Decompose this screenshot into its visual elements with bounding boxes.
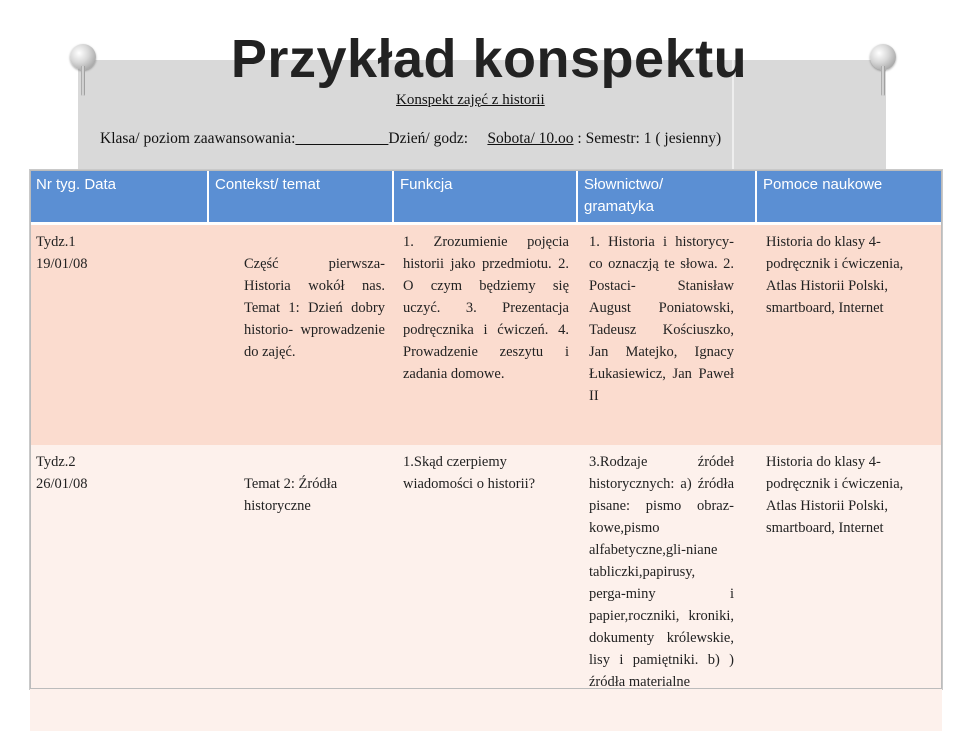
vocab-cell: 1. Historia i historycy- co oznaczją te słowa. 2. Postaci- Stanisław August Poniatowski, Tadeusz Kościuszko, Jan Matejko, Ignacy Łukasiewicz, Jan Paweł II bbox=[577, 224, 756, 446]
page-title: Przykład konspektu bbox=[230, 29, 748, 89]
semester-label: : Semestr: 1 ( jesienny) bbox=[577, 130, 722, 147]
topic-cell: Część pierwsza- Historia wokół nas. Temat 1: Dzień dobry historio- wprowadzenie do zajęć. bbox=[208, 224, 393, 446]
column-header-function: Funkcja bbox=[393, 170, 577, 224]
lesson-meta bbox=[100, 130, 721, 148]
page-subtitle: Konspekt zajęć z historii bbox=[396, 92, 545, 108]
resources-cell: Historia do klasy 4- podręcznik i ćwiczenia, Atlas Historii Polski, smartboard, Internet bbox=[756, 224, 942, 446]
lesson-table bbox=[30, 170, 942, 731]
table-header-row bbox=[30, 170, 942, 224]
day-value: Sobota/ 10.oo bbox=[487, 130, 574, 147]
column-header-vocab: Słownictwo/ gramatyka bbox=[577, 170, 756, 224]
week-cell bbox=[30, 445, 208, 731]
level-blank bbox=[295, 130, 388, 147]
week-date: 26/01/08 bbox=[36, 476, 88, 492]
week-label: Tydz.1 bbox=[36, 234, 76, 250]
week-label: Tydz.2 bbox=[36, 454, 76, 470]
function-cell: 1. Zrozumienie pojęcia historii jako przedmiotu. 2. O czym będziemy się uczyć. 3. Prezentacja podręcznika i ćwiczeń. 4. Prowadzenie zeszytu i zadania domowe. bbox=[393, 224, 577, 446]
week-cell bbox=[30, 224, 208, 446]
vocab-cell: 3.Rodzaje źródeł historycznych: a) źródła pisane: pismo obraz- kowe,pismo alfabetyczne,gli-niane tabliczki,papirusy, perga-miny i papier,roczniki, kroniki, dokumenty królewskie, lisy i pamiętniki. b) ) źródła materialne bbox=[577, 445, 756, 731]
column-header-topic: Contekst/ temat bbox=[208, 170, 393, 224]
table-row bbox=[30, 224, 942, 446]
column-header-resources: Pomoce naukowe bbox=[756, 170, 942, 224]
week-date: 19/01/08 bbox=[36, 256, 88, 272]
table-row bbox=[30, 445, 942, 731]
column-header-week: Nr tyg. Data bbox=[30, 170, 208, 224]
resources-cell: Historia do klasy 4- podręcznik i ćwiczenia, Atlas Historii Polski, smartboard, Internet bbox=[756, 445, 942, 731]
function-cell: 1.Skąd czerpiemy wiadomości o historii? bbox=[393, 445, 577, 731]
topic-cell: Temat 2: Źródła historyczne bbox=[208, 445, 393, 731]
level-label: Klasa/ poziom zaawansowania: bbox=[100, 130, 296, 147]
day-label: Dzień/ godz: bbox=[388, 130, 469, 147]
